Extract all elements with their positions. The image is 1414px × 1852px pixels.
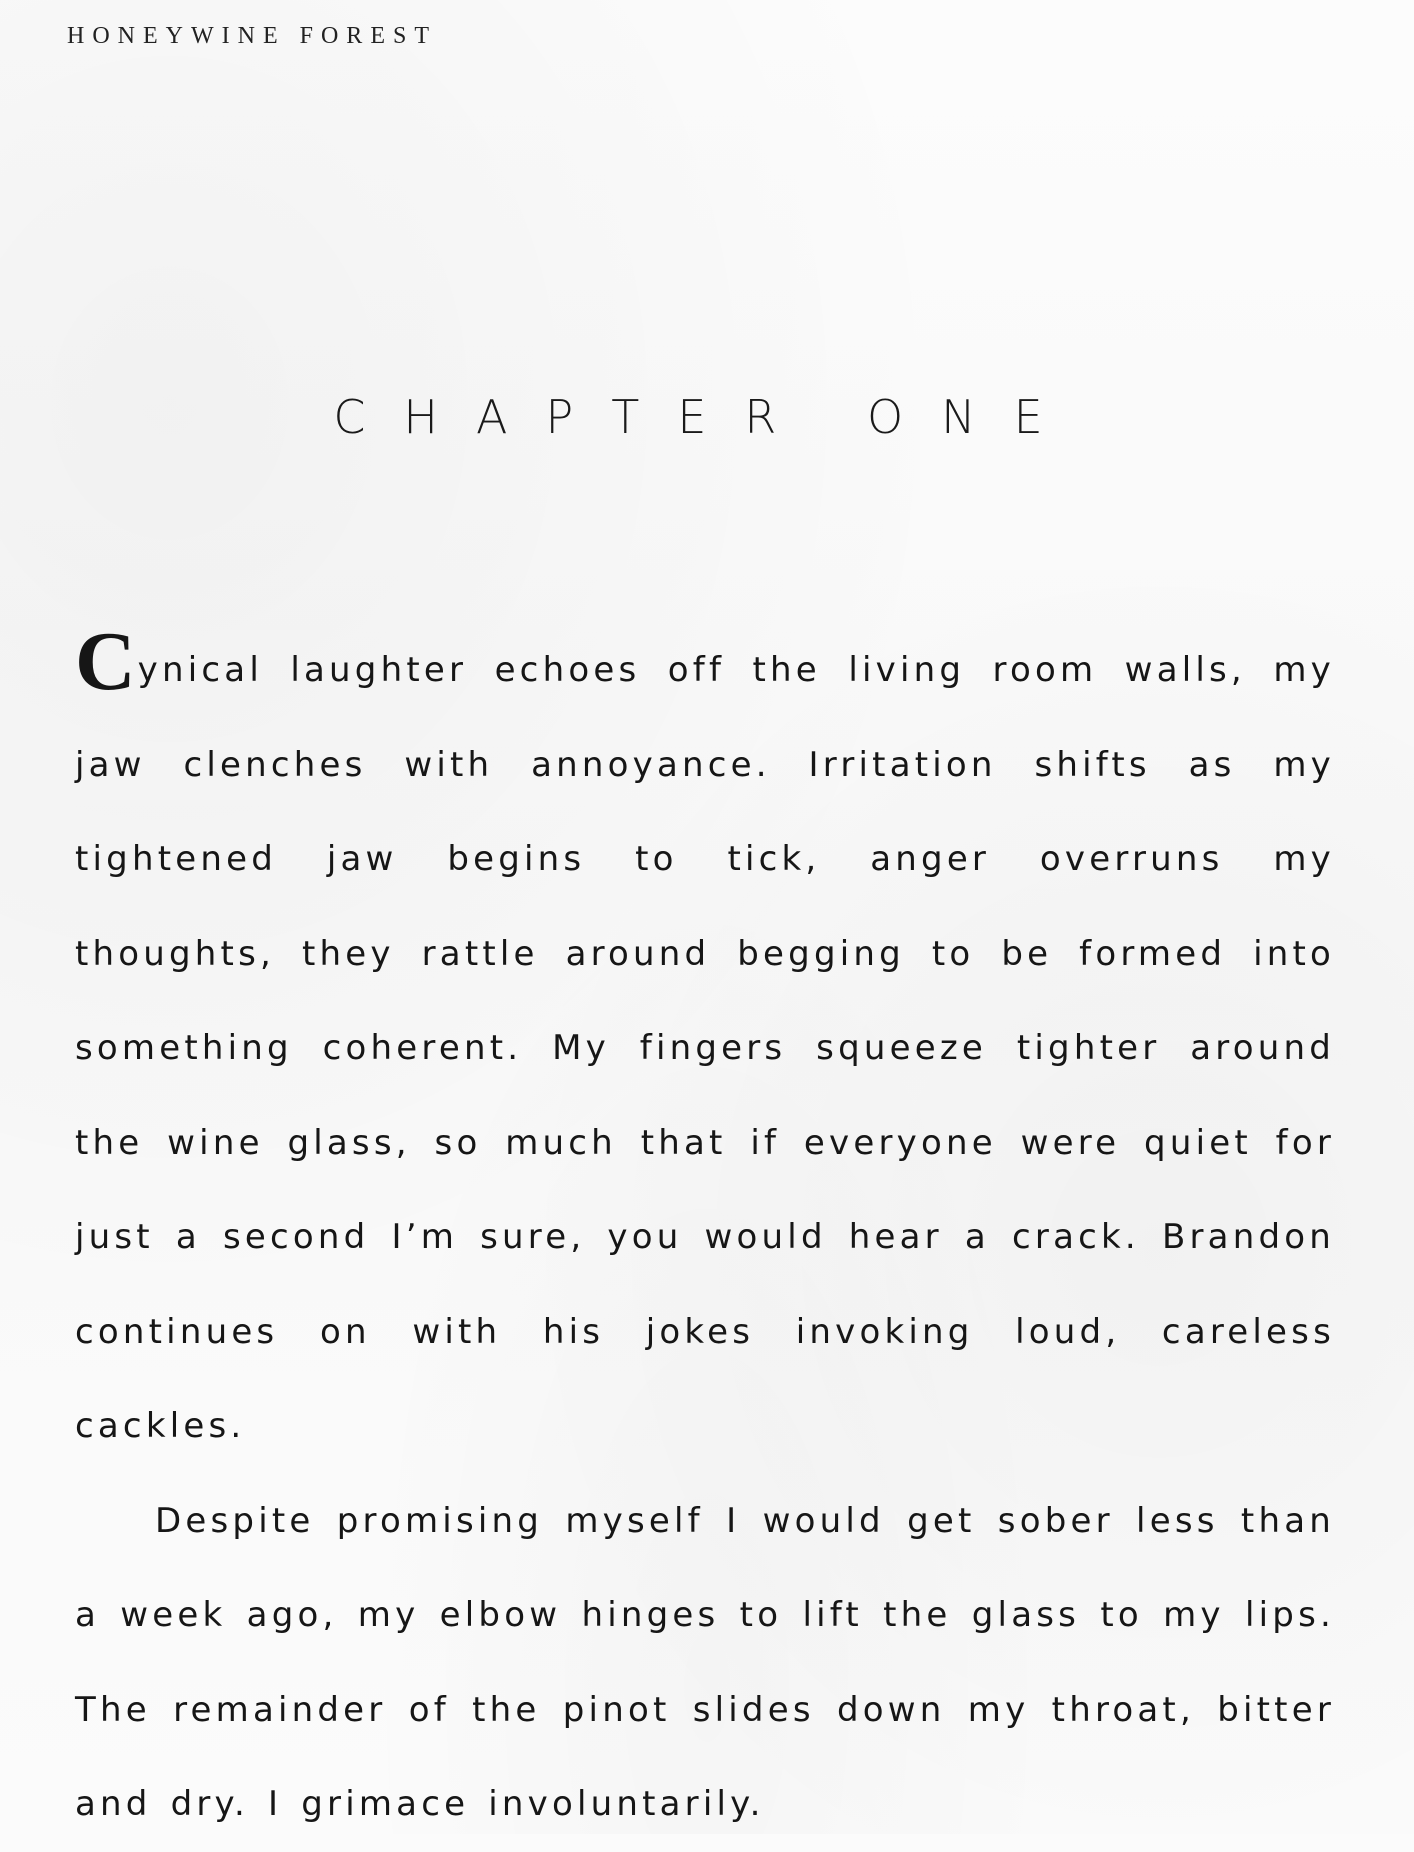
chapter-title: CHAPTER ONE bbox=[333, 390, 1081, 444]
paragraph-1-text: ynical laughter echoes off the living room walls, my jaw clenches with annoyance. Irritation shifts as my tightened jaw begins to tick, anger overruns my thoughts, they rattle around begging to be formed into something coherent. My fingers squeeze tighter around the wine glass, so much that if everyone were quiet for just a second I’m sure, you would hear a crack. Brandon continues on with his jokes invoking loud, careless cackles. bbox=[75, 650, 1335, 1446]
paragraph-1 bbox=[75, 612, 1335, 1474]
drop-cap: C bbox=[75, 615, 136, 708]
paragraph-2-text: Despite promising myself I would get sober less than a week ago, my elbow hinges to lift the glass to my lips. The remainder of the pinot slides down my throat, bitter and dry. I grimace involuntarily. bbox=[75, 1500, 1335, 1824]
running-header: HONEYWINE FOREST bbox=[67, 23, 437, 49]
chapter-body bbox=[75, 612, 1335, 1852]
paragraph-2 bbox=[75, 1474, 1335, 1852]
